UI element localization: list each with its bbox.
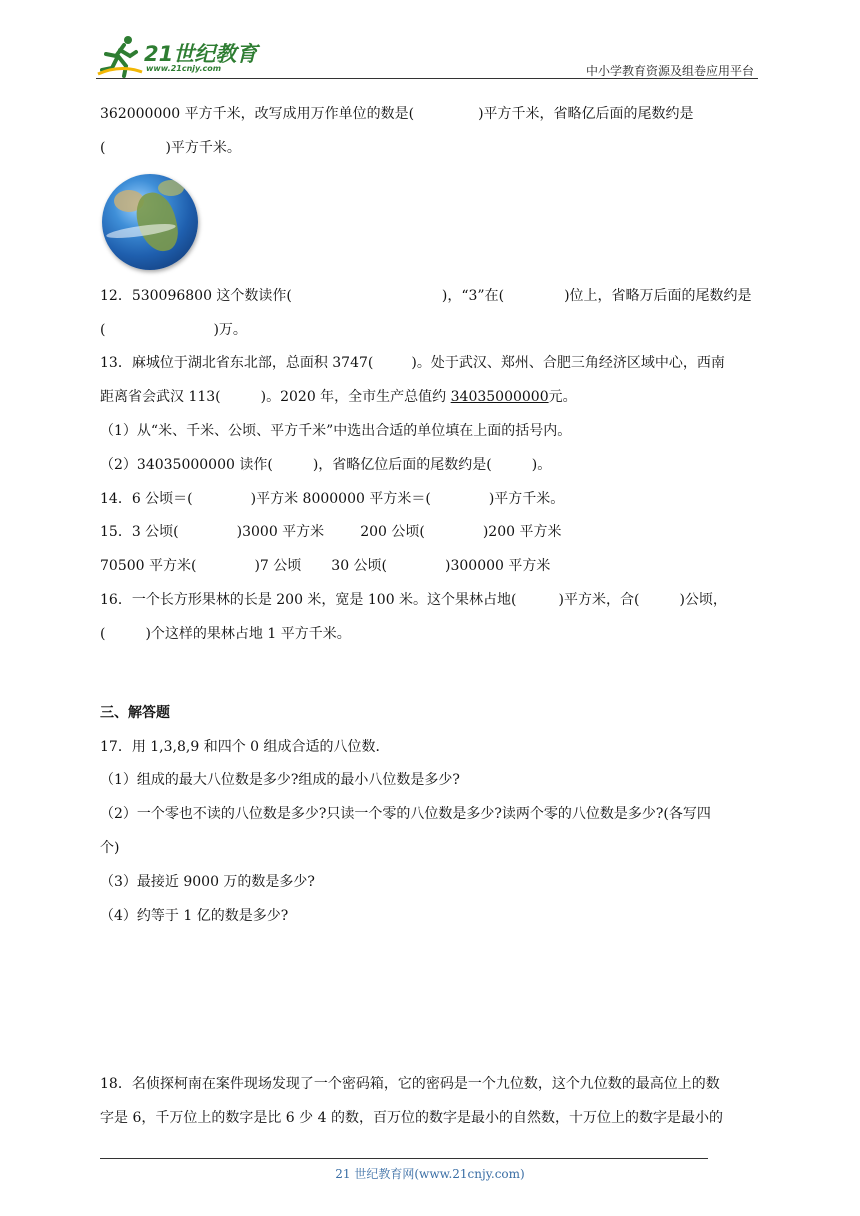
text: (: [100, 140, 106, 156]
question-line: [100, 104, 694, 124]
question-13-cont: [100, 387, 577, 407]
text: )位上，省略万后面的尾数约是: [564, 288, 752, 304]
question-17-part1: （1）组成的最大八位数是多少?组成的最小八位数是多少?: [100, 772, 460, 788]
text: )平方千米，省略亿后面的尾数约是: [478, 106, 694, 122]
text: 距离省会武汉 113(: [100, 389, 221, 405]
question-15: [100, 522, 561, 542]
text: )平方千米。: [165, 140, 241, 156]
question-12-cont: [100, 320, 247, 340]
text: )7 公顷: [254, 558, 302, 574]
text: 13．麻城位于湖北省东北部，总面积 3747(: [100, 355, 374, 371]
text: )。: [531, 457, 552, 473]
text: )个这样的果林占地 1 平方千米。: [145, 626, 351, 642]
question-17-part4: （4）约等于 1 亿的数是多少?: [100, 908, 289, 924]
question-17-part3: （3）最接近 9000 万的数是多少?: [100, 874, 315, 890]
text: )平方米，合(: [558, 592, 640, 608]
question-line: [100, 138, 241, 158]
text: （1）从“米、千米、公顷、平方千米”中选出合适的单位填在上面的括号内。: [100, 423, 572, 439]
text: )，省略亿位后面的尾数约是(: [312, 457, 492, 473]
text: 14．6 公顷＝(: [100, 491, 193, 507]
text: )万。: [213, 322, 247, 338]
earth-image: [102, 174, 198, 270]
logo-title: 21世纪教育: [144, 42, 258, 66]
question-18-cont: 字是 6，千万位上的数字是比 6 少 4 的数，百万位的数字是最小的自然数，十万位上的数字是最小的: [100, 1110, 723, 1126]
header-platform-text: 中小学教育资源及组卷应用平台: [585, 64, 754, 78]
footer-site-link[interactable]: 21 世纪教育网(www.21cnjy.com): [335, 1167, 525, 1181]
text: 30 公顷(: [331, 558, 388, 574]
question-13-part2: [100, 455, 551, 475]
text: )平方米 8000000 平方米＝(: [250, 491, 431, 507]
section-title: 三、解答题: [100, 705, 170, 721]
text: )。2020 年，全市生产总值约: [260, 389, 447, 405]
question-16: [100, 590, 727, 610]
text: 12．530096800 这个数读作(: [100, 288, 292, 304]
text: )公顷，: [679, 592, 727, 608]
text: )3000 平方米: [236, 524, 325, 540]
text: 16．一个长方形果林的长是 200 米，宽是 100 米。这个果林占地(: [100, 592, 517, 608]
logo-url: www.21cnjy.com: [146, 64, 222, 73]
text: 362000000 平方千米，改写成用万作单位的数是(: [100, 106, 415, 122]
question-13-part1: [100, 421, 571, 441]
question-17-part2: （2）一个零也不读的八位数是多少?只读一个零的八位数是多少?读两个零的八位数是多少?(各写四: [100, 806, 711, 822]
text: 元。: [548, 389, 577, 405]
text: (: [100, 322, 106, 338]
text: )平方千米。: [488, 491, 565, 507]
question-17-part2-cont: 个): [100, 840, 120, 856]
text: 15．3 公顷(: [100, 524, 179, 540]
text: )300000 平方米: [445, 558, 551, 574]
underlined-number: 34035000000: [450, 389, 549, 405]
question-15-cont: [100, 556, 550, 576]
text: )200 平方米: [482, 524, 562, 540]
text: )，“3”在(: [441, 288, 505, 304]
text: 70500 平方米(: [100, 558, 197, 574]
text: 200 公顷(: [360, 524, 425, 540]
header-divider: [96, 78, 758, 79]
question-14: [100, 489, 564, 509]
question-16-cont: [100, 624, 351, 644]
text: （2）34035000000 读作(: [100, 457, 273, 473]
question-18: 18．名侦探柯南在案件现场发现了一个密码箱，它的密码是一个九位数，这个九位数的最高位上的数: [100, 1076, 720, 1092]
question-13: [100, 353, 725, 373]
question-12: [100, 286, 752, 306]
page-header: [0, 0, 860, 80]
question-17: 17．用 1,3,8,9 和四个 0 组成合适的八位数．: [100, 739, 390, 755]
text: )。处于武汉、郑州、合肥三角经济区域中心，西南: [411, 355, 725, 371]
text: (: [100, 626, 106, 642]
footer-divider: [100, 1158, 708, 1159]
